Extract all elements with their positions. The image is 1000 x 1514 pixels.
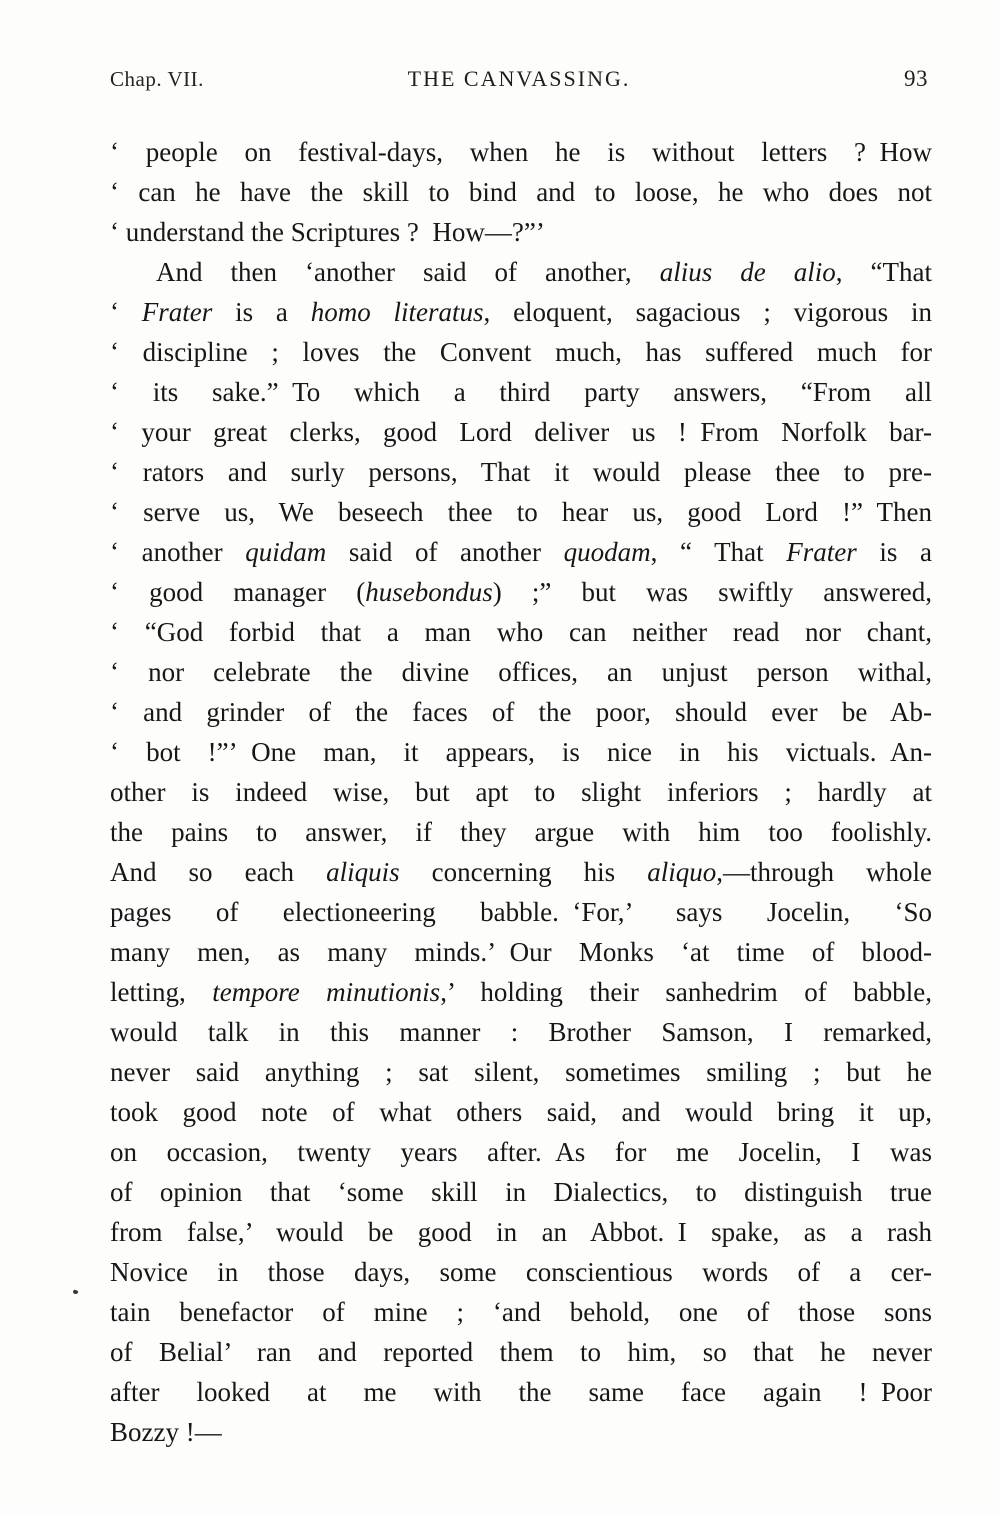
text-segment: ‘ nor celebrate the divine offices, an unjust person withal,: [110, 657, 932, 687]
text-segment: of opinion that ‘some skill in Dialectics, to distinguish true: [110, 1177, 932, 1207]
text-segment: letting,: [110, 977, 213, 1007]
italic-text-segment: Frater: [141, 297, 213, 327]
text-segment: ‘ your great clerks, good Lord deliver us ! From Norfolk bar-: [110, 417, 932, 447]
text-line: [110, 852, 932, 892]
text-segment: is a: [856, 537, 933, 567]
text-line: [110, 1132, 932, 1172]
page-body: [110, 132, 932, 1452]
text-line: [110, 692, 932, 732]
text-segment: ‘ understand the Scriptures ? How—?”’: [110, 217, 545, 247]
text-segment: the pains to answer, if they argue with him too foolishly.: [110, 817, 932, 847]
text-line: [110, 1092, 932, 1132]
text-line: [110, 732, 932, 772]
text-segment: ‘ and grinder of the faces of the poor, should ever be Ab-: [110, 697, 932, 727]
italic-text-segment: alius de alio: [659, 257, 836, 287]
text-segment: ‘ its sake.” To which a third party answers, “From all: [110, 377, 932, 407]
text-segment: ‘ another: [110, 537, 246, 567]
text-segment: took good note of what others said, and would bring it up,: [110, 1097, 932, 1127]
text-line: [110, 892, 932, 932]
text-segment: ‘ good manager (: [110, 577, 366, 607]
text-segment: , “That: [835, 257, 932, 287]
text-line: [110, 532, 932, 572]
text-line: [110, 652, 932, 692]
text-segment: , “ That: [650, 537, 787, 567]
text-line: [110, 1172, 932, 1212]
text-line: [110, 1212, 932, 1252]
italic-text-segment: quidam: [245, 537, 327, 567]
text-segment: And so each: [110, 857, 327, 887]
text-line: [110, 1372, 932, 1412]
text-line: [110, 1332, 932, 1372]
text-segment: Bozzy !—: [110, 1417, 222, 1447]
text-line: [110, 1252, 932, 1292]
italic-text-segment: Frater: [786, 537, 857, 567]
text-line: [110, 372, 932, 412]
text-segment: from false,’ would be good in an Abbot. I spake, as a rash: [110, 1217, 932, 1247]
text-segment: is a: [212, 297, 311, 327]
text-line: [110, 612, 932, 652]
text-segment: ,’ holding their sanhedrim of babble,: [440, 977, 932, 1007]
text-line: [110, 212, 932, 252]
italic-text-segment: homo literatus: [310, 297, 484, 327]
text-segment: of Belial’ ran and reported them to him, so that he never: [110, 1337, 932, 1367]
text-segment: And then ‘another said of another,: [156, 257, 660, 287]
text-segment: pages of electioneering babble. ‘For,’ says Jocelin, ‘So: [110, 897, 932, 927]
text-segment: would talk in this manner : Brother Samson, I remarked,: [110, 1017, 932, 1047]
text-line: [110, 1292, 932, 1332]
text-segment: ‘ rators and surly persons, That it would please thee to pre-: [110, 457, 932, 487]
text-segment: ,—through whole: [716, 857, 932, 887]
text-line: [110, 172, 932, 212]
chapter-label: Chap. VII.: [110, 67, 204, 91]
text-line: [110, 252, 932, 292]
text-segment: , eloquent, sagacious ; vigorous in: [483, 297, 932, 327]
text-line: [110, 332, 932, 372]
ink-speck-mark: [72, 1289, 78, 1295]
text-line: [110, 492, 932, 532]
text-line: [110, 412, 932, 452]
italic-text-segment: quodam: [563, 537, 651, 567]
text-segment: ‘ “God forbid that a man who can neither read nor chant,: [110, 617, 932, 647]
text-line: [110, 812, 932, 852]
text-segment: said of another: [326, 537, 564, 567]
text-segment: ) ;” but was swiftly answered,: [492, 577, 932, 607]
text-line: [110, 1012, 932, 1052]
text-segment: ‘: [110, 297, 142, 327]
text-line: [110, 932, 932, 972]
text-segment: on occasion, twenty years after. As for me Jocelin, I was: [110, 1137, 932, 1167]
text-line: [110, 572, 932, 612]
text-line: [110, 132, 932, 172]
text-line: [110, 292, 932, 332]
text-segment: ‘ serve us, We beseech thee to hear us, good Lord !” Then: [110, 497, 932, 527]
italic-text-segment: tempore minutionis: [212, 977, 441, 1007]
text-line: [110, 1412, 932, 1452]
text-segment: never said anything ; sat silent, sometimes smiling ; but he: [110, 1057, 932, 1087]
text-segment: many men, as many minds.’ Our Monks ‘at time of blood-: [110, 937, 932, 967]
text-line: [110, 1052, 932, 1092]
text-segment: other is indeed wise, but apt to slight inferiors ; hardly at: [110, 777, 932, 807]
text-line: [110, 452, 932, 492]
text-segment: tain benefactor of mine ; ‘and behold, one of those sons: [110, 1297, 932, 1327]
page-number: 93: [904, 66, 928, 91]
text-line: [110, 972, 932, 1012]
text-segment: ‘ bot !”’ One man, it appears, is nice in his victuals. An-: [110, 737, 932, 767]
text-segment: ‘ people on festival-days, when he is without letters ? How: [110, 137, 932, 167]
page-title: THE CANVASSING.: [407, 66, 631, 91]
text-segment: concerning his: [399, 857, 648, 887]
text-line: [110, 772, 932, 812]
italic-text-segment: husebondus: [365, 577, 493, 607]
text-segment: ‘ can he have the skill to bind and to loose, he who does not: [110, 177, 932, 207]
text-segment: after looked at me with the same face again ! Poor: [110, 1377, 932, 1407]
running-head: [110, 66, 928, 92]
italic-text-segment: aliquo: [647, 857, 717, 887]
text-segment: ‘ discipline ; loves the Convent much, has suffered much for: [110, 337, 932, 367]
italic-text-segment: aliquis: [326, 857, 400, 887]
text-segment: Novice in those days, some conscientious words of a cer-: [110, 1257, 932, 1287]
